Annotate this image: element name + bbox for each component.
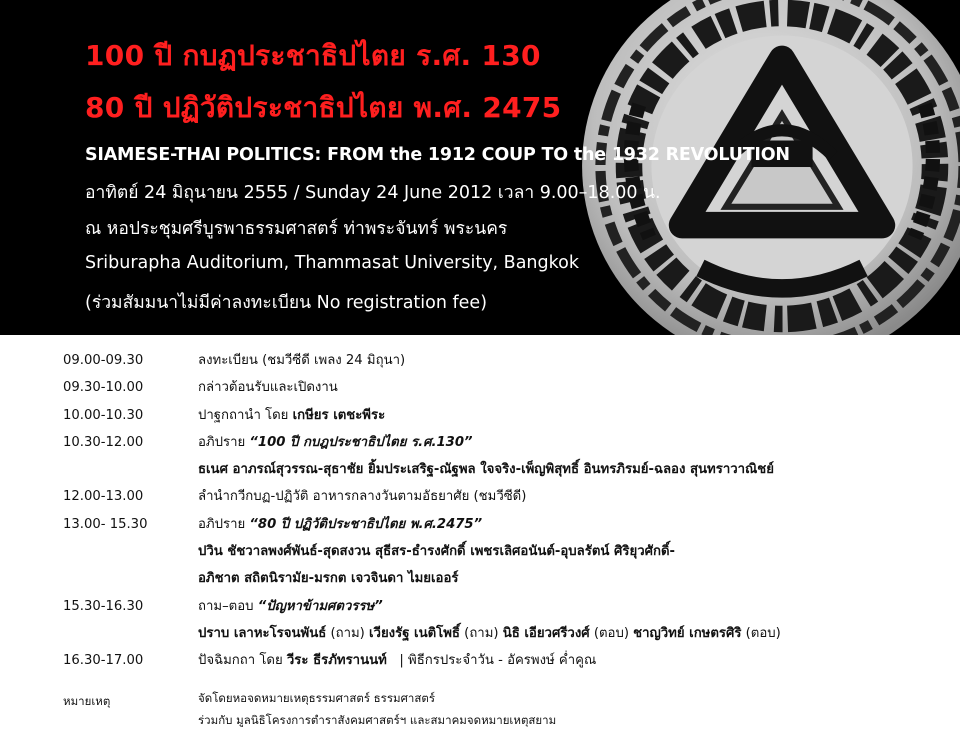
schedule-item [198,402,385,429]
schedule-time: 10.30-12.00 [63,434,144,450]
co-organizer-line: ร่วมกับ มูลนิธิโครงการตำราสังคมศาสตร์ฯ และสมาคมจดหมายเหตุสยาม [198,713,557,727]
closing-prefix: ปัจฉิมกถา โดย [198,653,287,669]
schedule-item: กล่าวต้อนรับและเปิดงาน [198,380,338,396]
qa-participants [198,620,781,647]
schedule-row [63,593,943,620]
venue-english: Sriburapha Auditorium, Thammasat University, Bangkok [85,253,579,273]
event-date: อาทิตย์ 24 มิถุนายน 2555 / Sunday 24 June 2012 เวลา 9.00–18.00 น. [85,183,661,203]
schedule-row [63,483,943,510]
qa-role: (ตอบ) [741,625,781,641]
schedule-item [198,429,473,456]
panel-topic: “100 ปี กบฎประชาธิปไตย ร.ศ.130” [249,434,473,450]
qa-name: นิธิ เอียวศรีวงศ์ [502,625,590,641]
schedule-row-speakers [63,565,943,592]
schedule-time: 12.00-13.00 [63,489,144,505]
schedule-item [198,593,383,620]
schedule-time: 09.00-09.30 [63,353,144,368]
schedule-item [198,511,482,538]
schedule-row-speakers [63,456,943,483]
closing-speaker: วีระ ธีรภัทรานนท์ [286,653,387,669]
schedule-time: 15.30-16.30 [63,598,144,614]
schedule-time: 13.00- 15.30 [63,516,148,532]
qa-role: (ถาม) [326,625,370,641]
schedule-item [198,647,596,674]
schedule-row [63,402,943,429]
panel-speakers: ปวิน ชัชวาลพงศ์พันธ์-สุดสงวน สุธีสร-ธำรงศักดิ์ เพชรเลิศอนันต์-อุบลรัตน์ ศิริยุวศักดิ์- [198,544,675,560]
seal-emblem-icon [578,0,960,335]
english-subtitle: SIAMESE-THAI POLITICS: FROM the 1912 COUP TO the 1932 REVOLUTION [85,145,790,165]
schedule-item: ลงทะเบียน (ชมวีซีดี เพลง 24 มิถุนา) [198,353,406,368]
keynote-prefix: ปาฐกถานำ โดย [198,407,293,423]
schedule-time: 10.00-10.30 [63,407,144,423]
qa-name: ชาญวิทย์ เกษตรศิริ [633,625,742,641]
panel-speakers: ธเนศ อาภรณ์สุวรรณ-สุธาชัย ยิ้มประเสริฐ-ณัฐพล ใจจริง-เพ็ญพิสุทธิ์ อินทรภิรมย์-ฉลอง สุนทราวาณิชย์ [198,462,774,478]
qa-prefix: ถาม–ตอบ [198,598,258,614]
notes-label: หมายเหตุ [63,694,111,708]
panel-speakers: อภิชาต สถิตนิรามัย-มรกต เจวจินดา ไมยเออร์ [198,571,459,587]
schedule-time: 09.30-10.00 [63,380,144,396]
keynote-speaker: เกษียร เตชะพีระ [292,407,386,423]
panel-topic: “80 ปี ปฏิวัติประชาธิปไตย พ.ศ.2475” [249,516,483,532]
schedule-row-speakers [63,538,943,565]
schedule-row [63,347,943,374]
qa-name: ปราบ เลาหะโรจนพันธ์ [198,625,327,641]
schedule-row [63,374,943,401]
title-80-years: 80 ปี ปฏิวัติประชาธิปไตย พ.ศ. 2475 [85,91,562,124]
schedule-row [63,647,943,674]
qa-role: (ตอบ) [589,625,634,641]
header-banner [0,0,960,335]
organizer-line: จัดโดยหอจดหมายเหตุธรรมศาสตร์ ธรรมศาสตร์ [198,691,436,705]
moderator-info: | พิธีกรประจำวัน - อัครพงษ์ ค่ำคูณ [386,653,597,669]
qa-name: เวียงรัฐ เนติโพธิ์ [369,625,460,641]
registration-fee: (ร่วมสัมมนาไม่มีค่าลงทะเบียน No registration fee) [85,293,488,313]
venue-thai: ณ หอประชุมศรีบูรพาธรรมศาสตร์ ท่าพระจันทร์ พระนคร [85,219,508,239]
panel-prefix: อภิปราย [198,434,250,450]
title-100-years: 100 ปี กบฏประชาธิปไตย ร.ศ. 130 [85,39,541,72]
schedule-row [63,511,943,538]
schedule-time: 16.30-17.00 [63,653,144,669]
panel-prefix: อภิปราย [198,516,250,532]
qa-topic: “ปัญหาข้ามศตวรรษ” [257,598,383,614]
qa-role: (ถาม) [459,625,503,641]
schedule-item: ลำนำกวีกบฏ-ปฏิวัติ อาหารกลางวันตามอัธยาศัย (ชมวีซีดี) [198,489,527,505]
schedule-list [63,347,943,675]
schedule-row [63,429,943,456]
schedule-row-speakers [63,620,943,647]
